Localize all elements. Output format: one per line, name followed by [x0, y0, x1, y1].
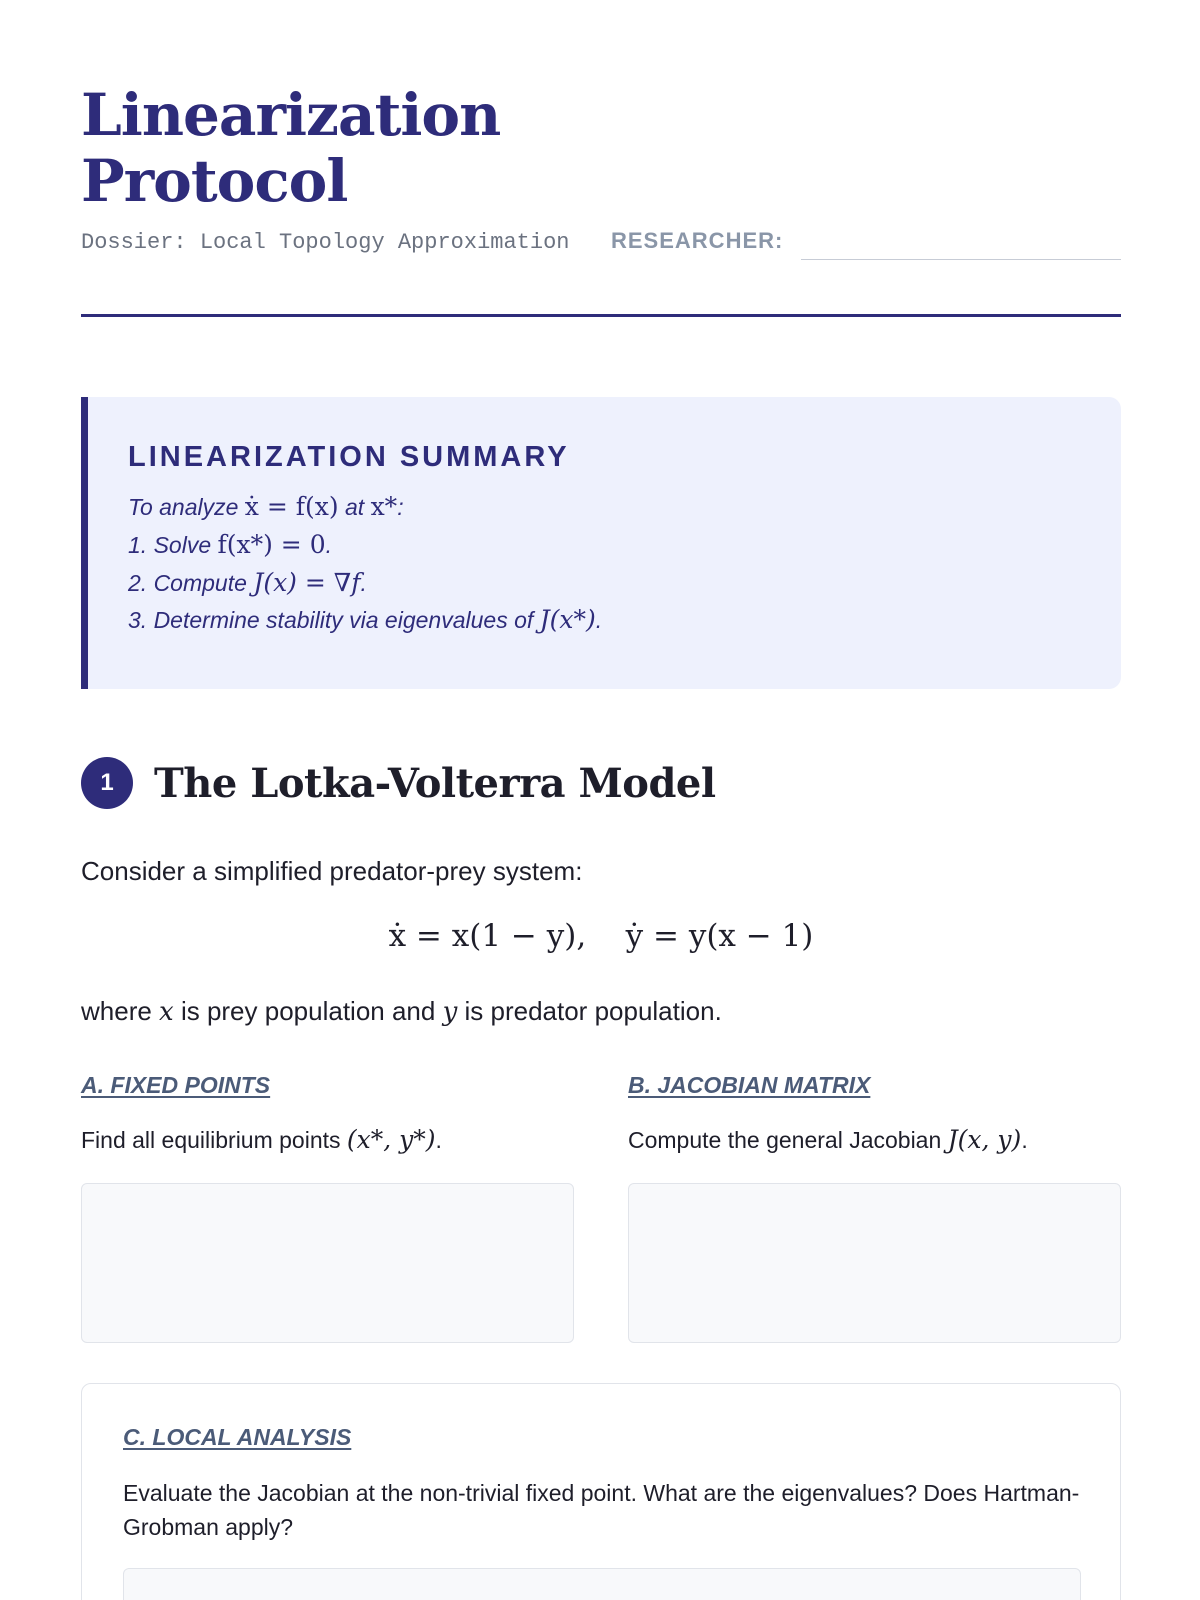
section-intro-text: Consider a simplified predator-prey system:: [81, 856, 583, 886]
summary-line-4-suffix: .: [595, 607, 603, 633]
part-b-prompt-prefix: Compute the general Jacobian: [628, 1127, 948, 1153]
worksheet-page: [81, 0, 1121, 1600]
summary-line-1-math: ẋ = f(x): [244, 492, 339, 521]
summary-line-3-suffix: .: [360, 570, 367, 596]
part-c-prompt: Evaluate the Jacobian at the non-trivial fixed point. What are the eigenvalues? Does Hartman-Grobman apply?: [123, 1480, 1080, 1540]
part-b-prompt: [628, 1125, 1028, 1154]
section-number-badge: 1: [81, 757, 133, 809]
section-title: The Lotka-Volterra Model: [154, 760, 716, 807]
researcher-name-field[interactable]: [801, 226, 1121, 260]
part-b-prompt-math: J(x, y): [947, 1125, 1022, 1154]
where-var-x: x: [159, 997, 174, 1027]
dossier-subtitle: Dossier: Local Topology Approximation: [81, 230, 570, 255]
where-text-3: is predator population.: [457, 996, 722, 1026]
part-a-label: A. FIXED POINTS: [81, 1072, 271, 1098]
jacobian-answer-field[interactable]: [628, 1183, 1121, 1343]
summary-line-4-math: J(x*): [539, 605, 596, 634]
system-equation: ẋ = x(1 − y), ẏ = y(x − 1): [388, 918, 814, 954]
part-a-prompt-suffix: .: [435, 1127, 442, 1153]
part-a-prompt-math: (x*, y*): [346, 1125, 436, 1154]
summary-line-1-suffix: :: [397, 494, 404, 520]
subtitle-row: [81, 226, 1121, 260]
part-c-label: C. LOCAL ANALYSIS: [123, 1424, 352, 1450]
researcher-label: RESEARCHER:: [611, 228, 784, 253]
summary-line-4: [128, 605, 602, 634]
page-title-line1: Linearization: [81, 81, 501, 149]
summary-line-2-suffix: .: [325, 532, 332, 558]
summary-line-1: [128, 492, 404, 521]
summary-line-1-prefix: To analyze: [128, 494, 245, 520]
summary-line-3-math: J(x) = ∇f: [253, 568, 361, 597]
header-divider: [81, 314, 1121, 317]
linearization-summary-box: [81, 397, 1121, 689]
summary-line-2: [128, 530, 332, 559]
fixed-points-answer-field[interactable]: [81, 1183, 574, 1343]
local-analysis-answer-field[interactable]: [123, 1568, 1081, 1600]
summary-line-1-math2: x*: [370, 492, 398, 521]
summary-line-1-mid: at: [338, 494, 371, 520]
summary-line-2-prefix: 1. Solve: [128, 532, 218, 558]
where-text-2: is prey population and: [173, 996, 443, 1026]
summary-line-3-prefix: 2. Compute: [128, 570, 254, 596]
variable-definition-text: [81, 996, 722, 1027]
part-b-prompt-suffix: .: [1021, 1127, 1028, 1153]
summary-line-3: [128, 568, 367, 597]
where-text-1: where: [81, 996, 160, 1026]
local-analysis-card: [81, 1383, 1121, 1600]
page-title-line2: Protocol: [81, 147, 348, 215]
where-var-y: y: [442, 997, 458, 1027]
part-a-prompt-prefix: Find all equilibrium points: [81, 1127, 347, 1153]
part-b-label: B. JACOBIAN MATRIX: [628, 1072, 871, 1098]
summary-line-4-prefix: 3. Determine stability via eigenvalues of: [128, 607, 540, 633]
summary-line-2-math: f(x*) = 0: [217, 530, 326, 559]
page-title: [81, 82, 500, 214]
summary-heading: LINEARIZATION SUMMARY: [128, 441, 570, 473]
part-a-prompt: [81, 1125, 442, 1154]
